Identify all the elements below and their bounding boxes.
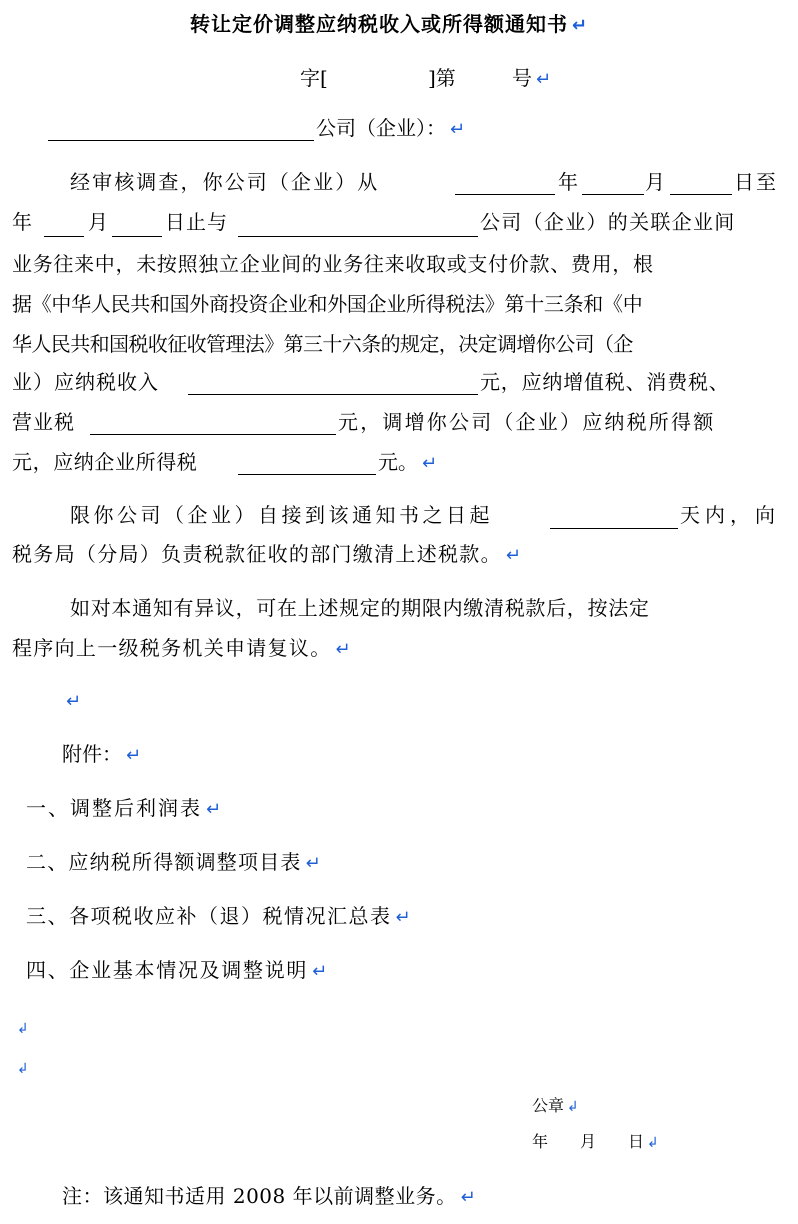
para1-line7-b-text: 元，调增你公司（企业）应纳税所得额 bbox=[338, 410, 716, 434]
date-to-day-label bbox=[165, 212, 228, 232]
para1-line3-text: 业务往来中，未按照独立企业间的业务往来收取或支付价款、费用，根 bbox=[12, 252, 654, 276]
para2-line1-b-text: 天内，向 bbox=[680, 503, 780, 527]
line-break-mark-icon: ↲ bbox=[647, 1135, 659, 1151]
paragraph-mark-icon: ↵ bbox=[335, 639, 352, 660]
paragraph-mark-icon: ↵ bbox=[450, 119, 466, 140]
para1-line6-a bbox=[12, 372, 159, 392]
doc-number-hao bbox=[512, 68, 551, 89]
paragraph-mark-icon: ↵ bbox=[505, 545, 523, 566]
year-label: 年 bbox=[558, 170, 578, 194]
seal-date-month bbox=[580, 1134, 596, 1150]
attachment-item-text: 二、应纳税所得额调整项目表 bbox=[26, 850, 302, 874]
para1-line5-text: 华人民共和国税收征收管理法》第三十六条的规定，决定调增你公司（企 bbox=[12, 332, 633, 356]
date-from-day-label bbox=[734, 172, 778, 192]
day-to-label: 日至 bbox=[734, 170, 778, 194]
attachment-item bbox=[26, 960, 329, 981]
para1-line8-a-text: 元，应纳企业所得税 bbox=[12, 450, 198, 474]
addressee-suffix bbox=[316, 118, 465, 139]
attachments-label bbox=[62, 744, 141, 765]
paragraph-mark-icon: ↵ bbox=[126, 745, 142, 766]
para2-line2 bbox=[12, 544, 522, 565]
footer-note-text: 注：该通知书适用 2008 年以前调整业务。 bbox=[62, 1184, 457, 1208]
addressee-blank[interactable] bbox=[48, 140, 314, 141]
date-from-year-blank[interactable] bbox=[455, 194, 555, 195]
paragraph-mark-icon: ↵ bbox=[312, 961, 329, 982]
paragraph-mark-icon: ↵ bbox=[305, 853, 322, 874]
para2-line1-a-text: 限你公司（企业）自接到该通知书之日起 bbox=[70, 503, 493, 527]
para1-line8-b-text: 元。 bbox=[378, 450, 418, 474]
para1-line6-b bbox=[480, 372, 730, 392]
line-break-mark-glyph: ↲ bbox=[17, 1061, 29, 1077]
paragraph-mark-icon: ↵ bbox=[422, 453, 438, 474]
attachment-item-text: 一、调整后利润表 bbox=[26, 796, 202, 820]
para2-line1-a bbox=[70, 505, 493, 525]
para1-line7-a-text: 营业税 bbox=[12, 410, 75, 434]
line-break-mark-icon: ↲ bbox=[567, 1099, 579, 1115]
para1-line7-a bbox=[12, 412, 75, 432]
document-number bbox=[300, 68, 328, 88]
paragraph-mark-icon: ↵ bbox=[572, 15, 589, 36]
para2-line2-text: 税务局（分局）负责税款征收的部门缴清上述税款。 bbox=[12, 542, 502, 566]
addressee-suffix-text: 公司（企业）： bbox=[316, 116, 446, 140]
line-break-mark-icon bbox=[14, 1016, 29, 1036]
para3-line1 bbox=[70, 598, 650, 618]
para1-line1-a bbox=[70, 172, 379, 192]
seal-month-text: 月 bbox=[580, 1132, 597, 1151]
date-to-year-label bbox=[12, 212, 32, 232]
date-to-month-blank[interactable] bbox=[112, 236, 162, 237]
seal-date-year bbox=[532, 1134, 548, 1150]
para1-line5 bbox=[12, 334, 633, 354]
attachment-item-text: 三、各项税收应补（退）税情况汇总表 bbox=[26, 904, 392, 928]
attachments-label-text: 附件： bbox=[62, 742, 122, 766]
line-break-mark-icon bbox=[14, 1056, 29, 1076]
income-tax-blank[interactable] bbox=[238, 474, 376, 475]
month-label: 月 bbox=[645, 170, 665, 194]
paragraph-mark-icon: ↵ bbox=[395, 907, 413, 928]
document-title-text: 转让定价调整应纳税收入或所得额通知书 bbox=[190, 12, 568, 36]
date-from-day-blank[interactable] bbox=[670, 194, 732, 195]
para3-line1-text: 如对本通知有异议，可在上述规定的期限内缴清税款后，按法定 bbox=[70, 596, 650, 620]
date-from-year-label bbox=[558, 172, 578, 192]
doc-number-hao-text: 号 bbox=[512, 66, 532, 90]
days-blank[interactable] bbox=[550, 528, 678, 529]
doc-number-zi: 字[ bbox=[300, 66, 328, 90]
footer-note bbox=[62, 1186, 476, 1207]
taxable-income-blank[interactable] bbox=[188, 394, 478, 395]
seal-date-day bbox=[628, 1134, 659, 1150]
para1-line3 bbox=[12, 254, 654, 274]
empty-paragraph bbox=[62, 690, 81, 711]
attachment-item-text: 四、企业基本情况及调整说明 bbox=[26, 958, 309, 982]
para1-line2-tail-text: 公司（企业）的关联企业间 bbox=[480, 210, 736, 234]
year-label: 年 bbox=[12, 210, 32, 234]
para1-line4 bbox=[12, 294, 642, 314]
para1-line4-text: 据《中华人民共和国外商投资企业和外国企业所得税法》第十三条和《中 bbox=[12, 292, 643, 316]
para1-line8-b bbox=[378, 452, 437, 473]
paragraph-mark-icon: ↵ bbox=[66, 691, 82, 712]
para3-line2-text: 程序向上一级税务机关申请复议。 bbox=[12, 636, 332, 660]
line-break-mark-glyph: ↲ bbox=[17, 1021, 29, 1037]
seal-day-text: 日 bbox=[628, 1132, 645, 1151]
doc-number-bracket bbox=[428, 68, 456, 88]
para1-line6-a-text: 业）应纳税收入 bbox=[12, 370, 159, 394]
date-from-month-label bbox=[645, 172, 665, 192]
seal-year-text: 年 bbox=[532, 1132, 549, 1151]
attachment-item bbox=[26, 906, 412, 927]
paragraph-mark-icon: ↵ bbox=[536, 69, 552, 90]
day-until-label: 日止与 bbox=[165, 210, 228, 234]
para1-line7-b bbox=[338, 412, 715, 432]
month-label: 月 bbox=[88, 210, 108, 234]
related-company-blank[interactable] bbox=[238, 236, 478, 237]
business-tax-blank[interactable] bbox=[90, 434, 336, 435]
para1-line1-a-text: 经审核调查，你公司（企业）从 bbox=[70, 170, 380, 194]
doc-number-di: ]第 bbox=[428, 66, 456, 90]
document-title bbox=[190, 14, 588, 35]
para1-line6-b-text: 元，应纳增值税、消费税、 bbox=[480, 370, 730, 394]
date-to-month-label bbox=[88, 212, 108, 232]
paragraph-mark-icon: ↵ bbox=[460, 1187, 477, 1208]
attachment-item bbox=[26, 852, 322, 873]
date-to-year-blank[interactable] bbox=[44, 236, 84, 237]
seal-label-text: 公章 bbox=[532, 1096, 565, 1115]
seal-label bbox=[532, 1098, 579, 1114]
para1-line8-a bbox=[12, 452, 197, 472]
paragraph-mark-icon: ↵ bbox=[206, 799, 224, 820]
para1-line2-tail bbox=[480, 212, 736, 232]
date-from-month-blank[interactable] bbox=[582, 194, 644, 195]
attachment-item bbox=[26, 798, 223, 819]
para3-line2 bbox=[12, 638, 352, 659]
para2-line1-b bbox=[680, 505, 780, 525]
